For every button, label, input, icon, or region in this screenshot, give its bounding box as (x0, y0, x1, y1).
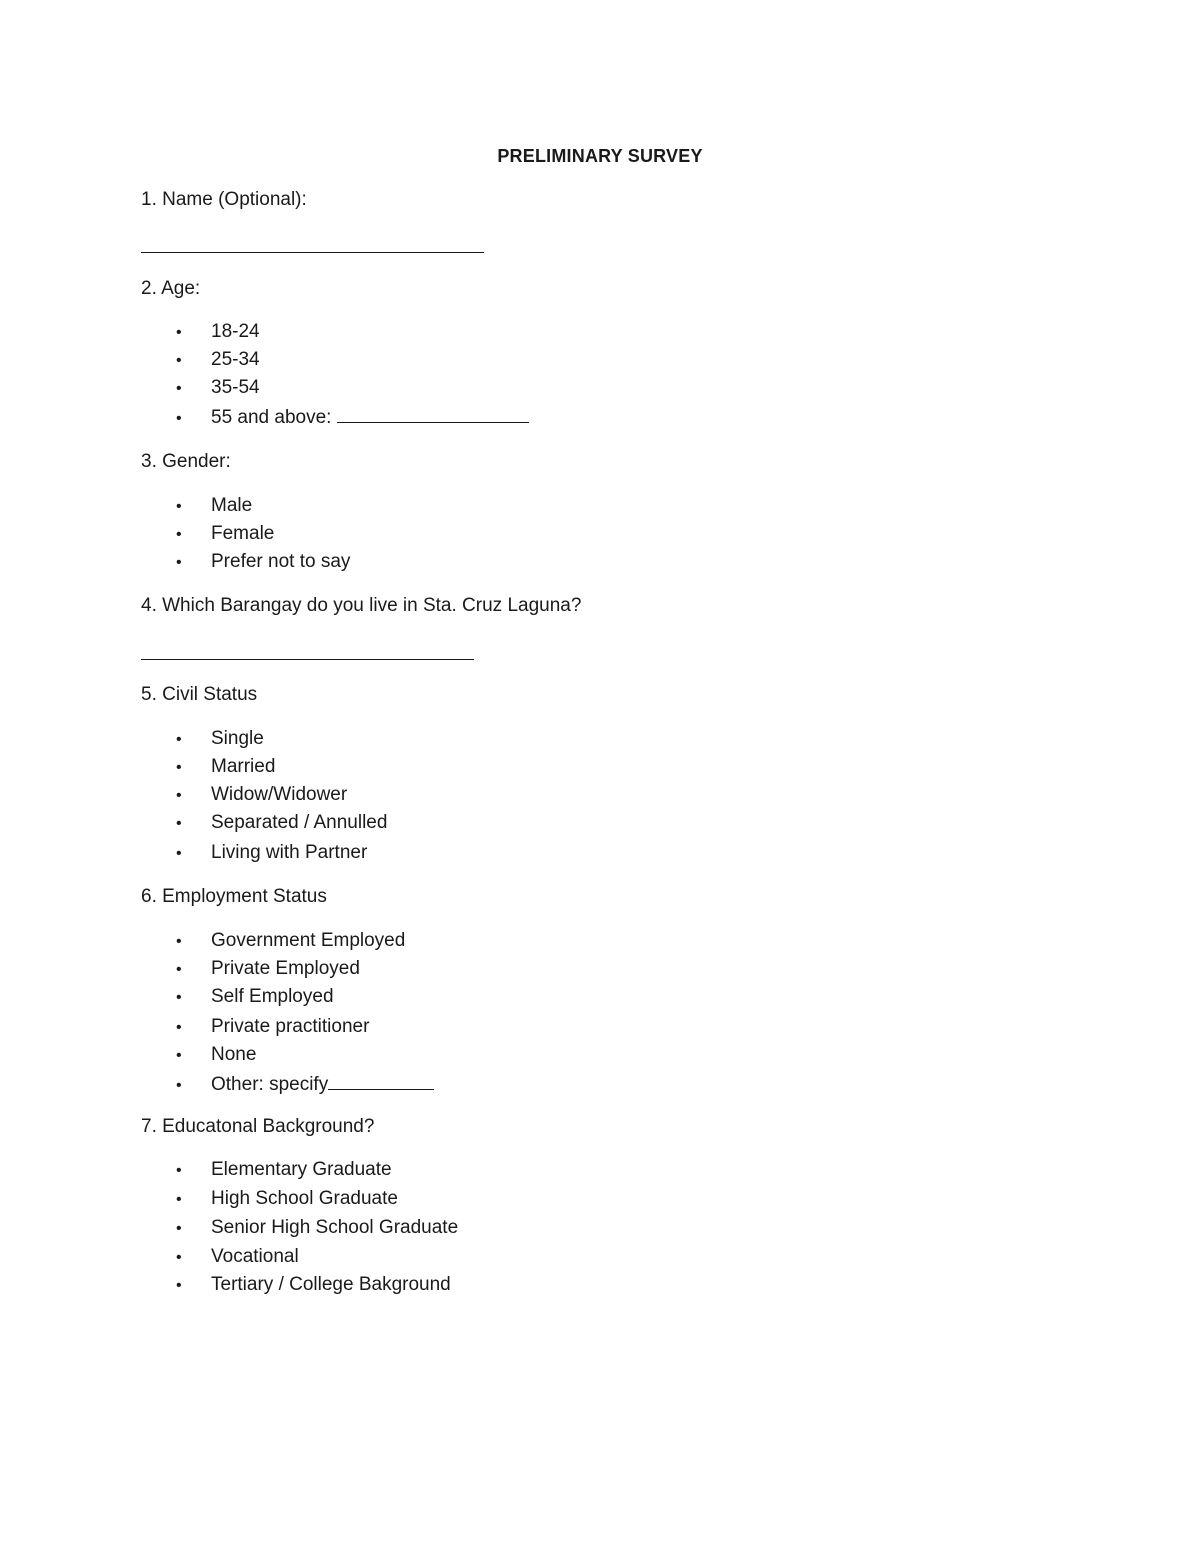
gender-option[interactable]: • Female (176, 522, 274, 547)
age-option[interactable]: • 18-24 (176, 320, 260, 345)
employment-option[interactable]: • Government Employed (176, 929, 405, 954)
bullet-icon: • (176, 526, 182, 543)
bullet-icon: • (176, 554, 182, 571)
bullet-icon: • (176, 1249, 182, 1266)
employment-option[interactable]: • Private practitioner (176, 1015, 369, 1040)
barangay-answer-line[interactable] (141, 659, 474, 660)
bullet-icon: • (176, 815, 182, 832)
bullet-icon: • (176, 989, 182, 1006)
employment-specify-line[interactable] (328, 1071, 434, 1090)
question-educational-background: 7. Educatonal Background? (141, 1116, 375, 1137)
bullet-icon: • (176, 787, 182, 804)
civil-status-option[interactable]: • Living with Partner (176, 841, 367, 866)
civil-status-option[interactable]: • Separated / Annulled (176, 811, 387, 836)
employment-option[interactable]: • Self Employed (176, 985, 334, 1010)
question-name: 1. Name (Optional): (141, 189, 307, 210)
education-option[interactable]: • Elementary Graduate (176, 1158, 392, 1183)
education-option[interactable]: • Tertiary / College Bakground (176, 1273, 451, 1298)
bullet-icon: • (176, 352, 182, 369)
bullet-icon: • (176, 933, 182, 950)
question-barangay: 4. Which Barangay do you live in Sta. Cruz Laguna? (141, 595, 582, 616)
question-age: 2. Age: (141, 278, 201, 299)
education-option[interactable]: • High School Graduate (176, 1187, 398, 1212)
bullet-icon: • (176, 731, 182, 748)
civil-status-option[interactable]: • Single (176, 727, 264, 752)
age-option[interactable]: • 25-34 (176, 348, 260, 373)
civil-status-option[interactable]: • Widow/Widower (176, 783, 347, 808)
employment-option[interactable]: • Other: specify (176, 1071, 434, 1098)
civil-status-option[interactable]: • Married (176, 755, 275, 780)
bullet-icon: • (176, 1220, 182, 1237)
question-gender: 3. Gender: (141, 451, 231, 472)
bullet-icon: • (176, 498, 182, 515)
question-employment-status: 6. Employment Status (141, 886, 327, 907)
bullet-icon: • (176, 1277, 182, 1294)
bullet-icon: • (176, 1162, 182, 1179)
bullet-icon: • (176, 324, 182, 341)
bullet-icon: • (176, 1019, 182, 1036)
education-option[interactable]: • Senior High School Graduate (176, 1216, 458, 1241)
age-specify-line[interactable] (337, 404, 529, 423)
question-civil-status: 5. Civil Status (141, 684, 258, 705)
education-option[interactable]: • Vocational (176, 1245, 299, 1270)
name-answer-line[interactable] (141, 252, 484, 253)
gender-option[interactable]: • Prefer not to say (176, 550, 350, 575)
bullet-icon: • (176, 1047, 182, 1064)
bullet-icon: • (176, 759, 182, 776)
bullet-icon: • (176, 380, 182, 397)
age-option[interactable]: • 35-54 (176, 376, 260, 401)
gender-option[interactable]: • Male (176, 494, 252, 519)
bullet-icon: • (176, 845, 182, 862)
employment-option[interactable]: • None (176, 1043, 256, 1068)
employment-option[interactable]: • Private Employed (176, 957, 360, 982)
age-option[interactable]: • 55 and above: (176, 404, 529, 431)
bullet-icon: • (176, 1191, 182, 1208)
bullet-icon: • (176, 961, 182, 978)
bullet-icon: • (176, 410, 182, 427)
bullet-icon: • (176, 1077, 182, 1094)
page-title: PRELIMINARY SURVEY (497, 146, 703, 166)
